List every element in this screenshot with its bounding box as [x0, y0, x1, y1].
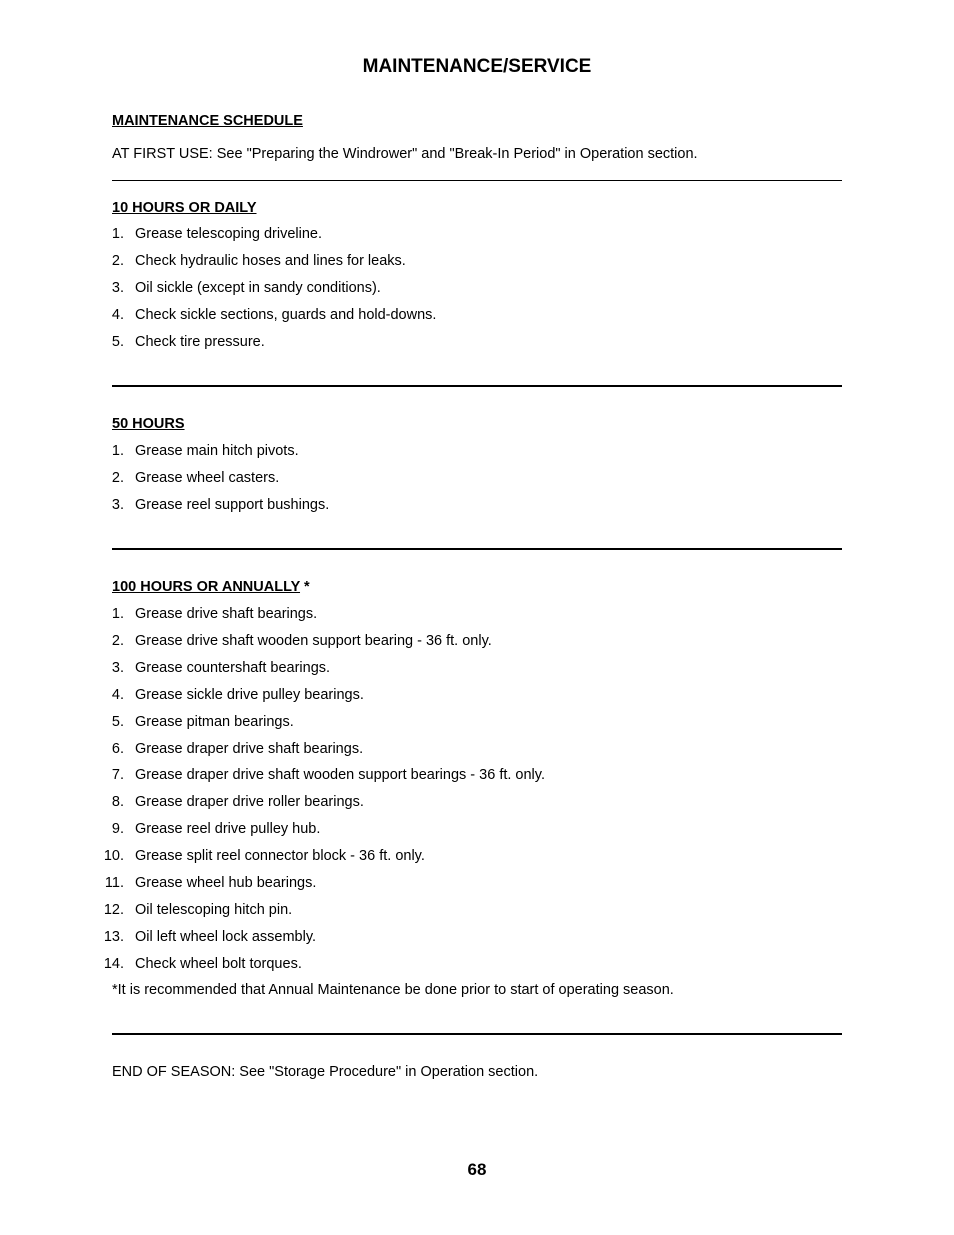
divider	[112, 180, 842, 181]
list-item-text: Oil telescoping hitch pin.	[135, 901, 293, 918]
list-item-number: 2.	[111, 632, 124, 649]
section-50-hours-heading	[112, 415, 185, 433]
section-10-hours-heading	[112, 199, 257, 217]
section-50-hours-heading-text: 50 HOURS	[112, 416, 185, 432]
schedule-heading	[112, 112, 303, 130]
annual-maintenance-note: *It is recommended that Annual Maintenance be done prior to start of operating season.	[112, 982, 674, 998]
list-item-text: Check tire pressure.	[135, 334, 265, 350]
list-item-text: Grease wheel hub bearings.	[135, 875, 317, 891]
list-item-number: 11.	[104, 875, 124, 891]
list-item-number: 5.	[111, 713, 124, 730]
list-item-number: 6.	[111, 740, 124, 757]
list-item-number: 4.	[111, 307, 124, 323]
list-item-number: 8.	[111, 794, 124, 811]
list-item-number: 3.	[111, 497, 124, 513]
list-item-number: 14.	[103, 955, 124, 972]
list-item-number: 12.	[103, 901, 124, 918]
list-item-number: 1.	[111, 226, 124, 242]
list-item-number: 3.	[111, 659, 124, 676]
list-item-text: Grease draper drive roller bearings.	[135, 794, 364, 811]
divider	[112, 548, 842, 550]
list-item-number: 2.	[111, 470, 124, 486]
list-item-number: 5.	[111, 334, 124, 350]
section-10-hours-heading-text: 10 HOURS OR DAILY	[112, 200, 257, 216]
list-item-number: 13.	[103, 928, 124, 945]
page-title: MAINTENANCE/SERVICE	[362, 56, 592, 77]
list-item-text: Grease countershaft bearings.	[135, 659, 331, 676]
list-item-number: 2.	[111, 253, 124, 269]
list-item-text: Grease drive shaft wooden support bearing - 36 ft. only.	[135, 632, 492, 649]
list-item-text: Check hydraulic hoses and lines for leaks.	[135, 253, 406, 269]
divider	[112, 1033, 842, 1035]
list-item-text: Check wheel bolt torques.	[135, 955, 302, 972]
list-item-number: 9.	[111, 821, 124, 838]
list-item-text: Grease drive shaft bearings.	[135, 606, 318, 622]
schedule-heading-text: MAINTENANCE SCHEDULE	[112, 113, 303, 129]
list-item-number: 1.	[111, 606, 124, 622]
section-100-hours-heading	[112, 578, 310, 596]
list-item-text: Grease main hitch pivots.	[135, 443, 299, 459]
list-item-text: Grease telescoping driveline.	[135, 226, 322, 242]
list-item-number: 10.	[103, 848, 124, 865]
first-use-text: AT FIRST USE: See "Preparing the Windrower" and "Break-In Period" in Operation section.	[112, 146, 698, 162]
list-item-text: Grease pitman bearings.	[135, 713, 294, 730]
list-item-text: Grease wheel casters.	[135, 470, 280, 486]
list-item-text: Grease reel support bushings.	[135, 497, 330, 513]
list-item-text: Check sickle sections, guards and hold-downs.	[135, 307, 437, 323]
section-100-hours-heading-text: 100 HOURS OR ANNUALLY	[112, 579, 301, 595]
list-item-number: 7.	[111, 767, 124, 784]
list-item-text: Oil left wheel lock assembly.	[135, 928, 317, 945]
list-item-text: Grease reel drive pulley hub.	[135, 821, 321, 838]
end-of-season-text: END OF SEASON: See "Storage Procedure" in Operation section.	[112, 1064, 539, 1080]
divider	[112, 385, 842, 387]
list-item-number: 4.	[111, 686, 124, 703]
section-100-hours-heading-asterisk: *	[300, 579, 310, 595]
page-number: 68	[467, 1160, 487, 1179]
list-item-text: Grease sickle drive pulley bearings.	[135, 686, 364, 703]
list-item-number: 1.	[111, 443, 124, 459]
list-item-text: Grease draper drive shaft bearings.	[135, 740, 364, 757]
list-item-text: Oil sickle (except in sandy conditions).	[135, 280, 381, 296]
list-item-number: 3.	[111, 280, 124, 296]
list-item-text: Grease split reel connector block - 36 ft. only.	[135, 848, 425, 865]
list-item-text: Grease draper drive shaft wooden support bearings - 36 ft. only.	[135, 767, 545, 784]
